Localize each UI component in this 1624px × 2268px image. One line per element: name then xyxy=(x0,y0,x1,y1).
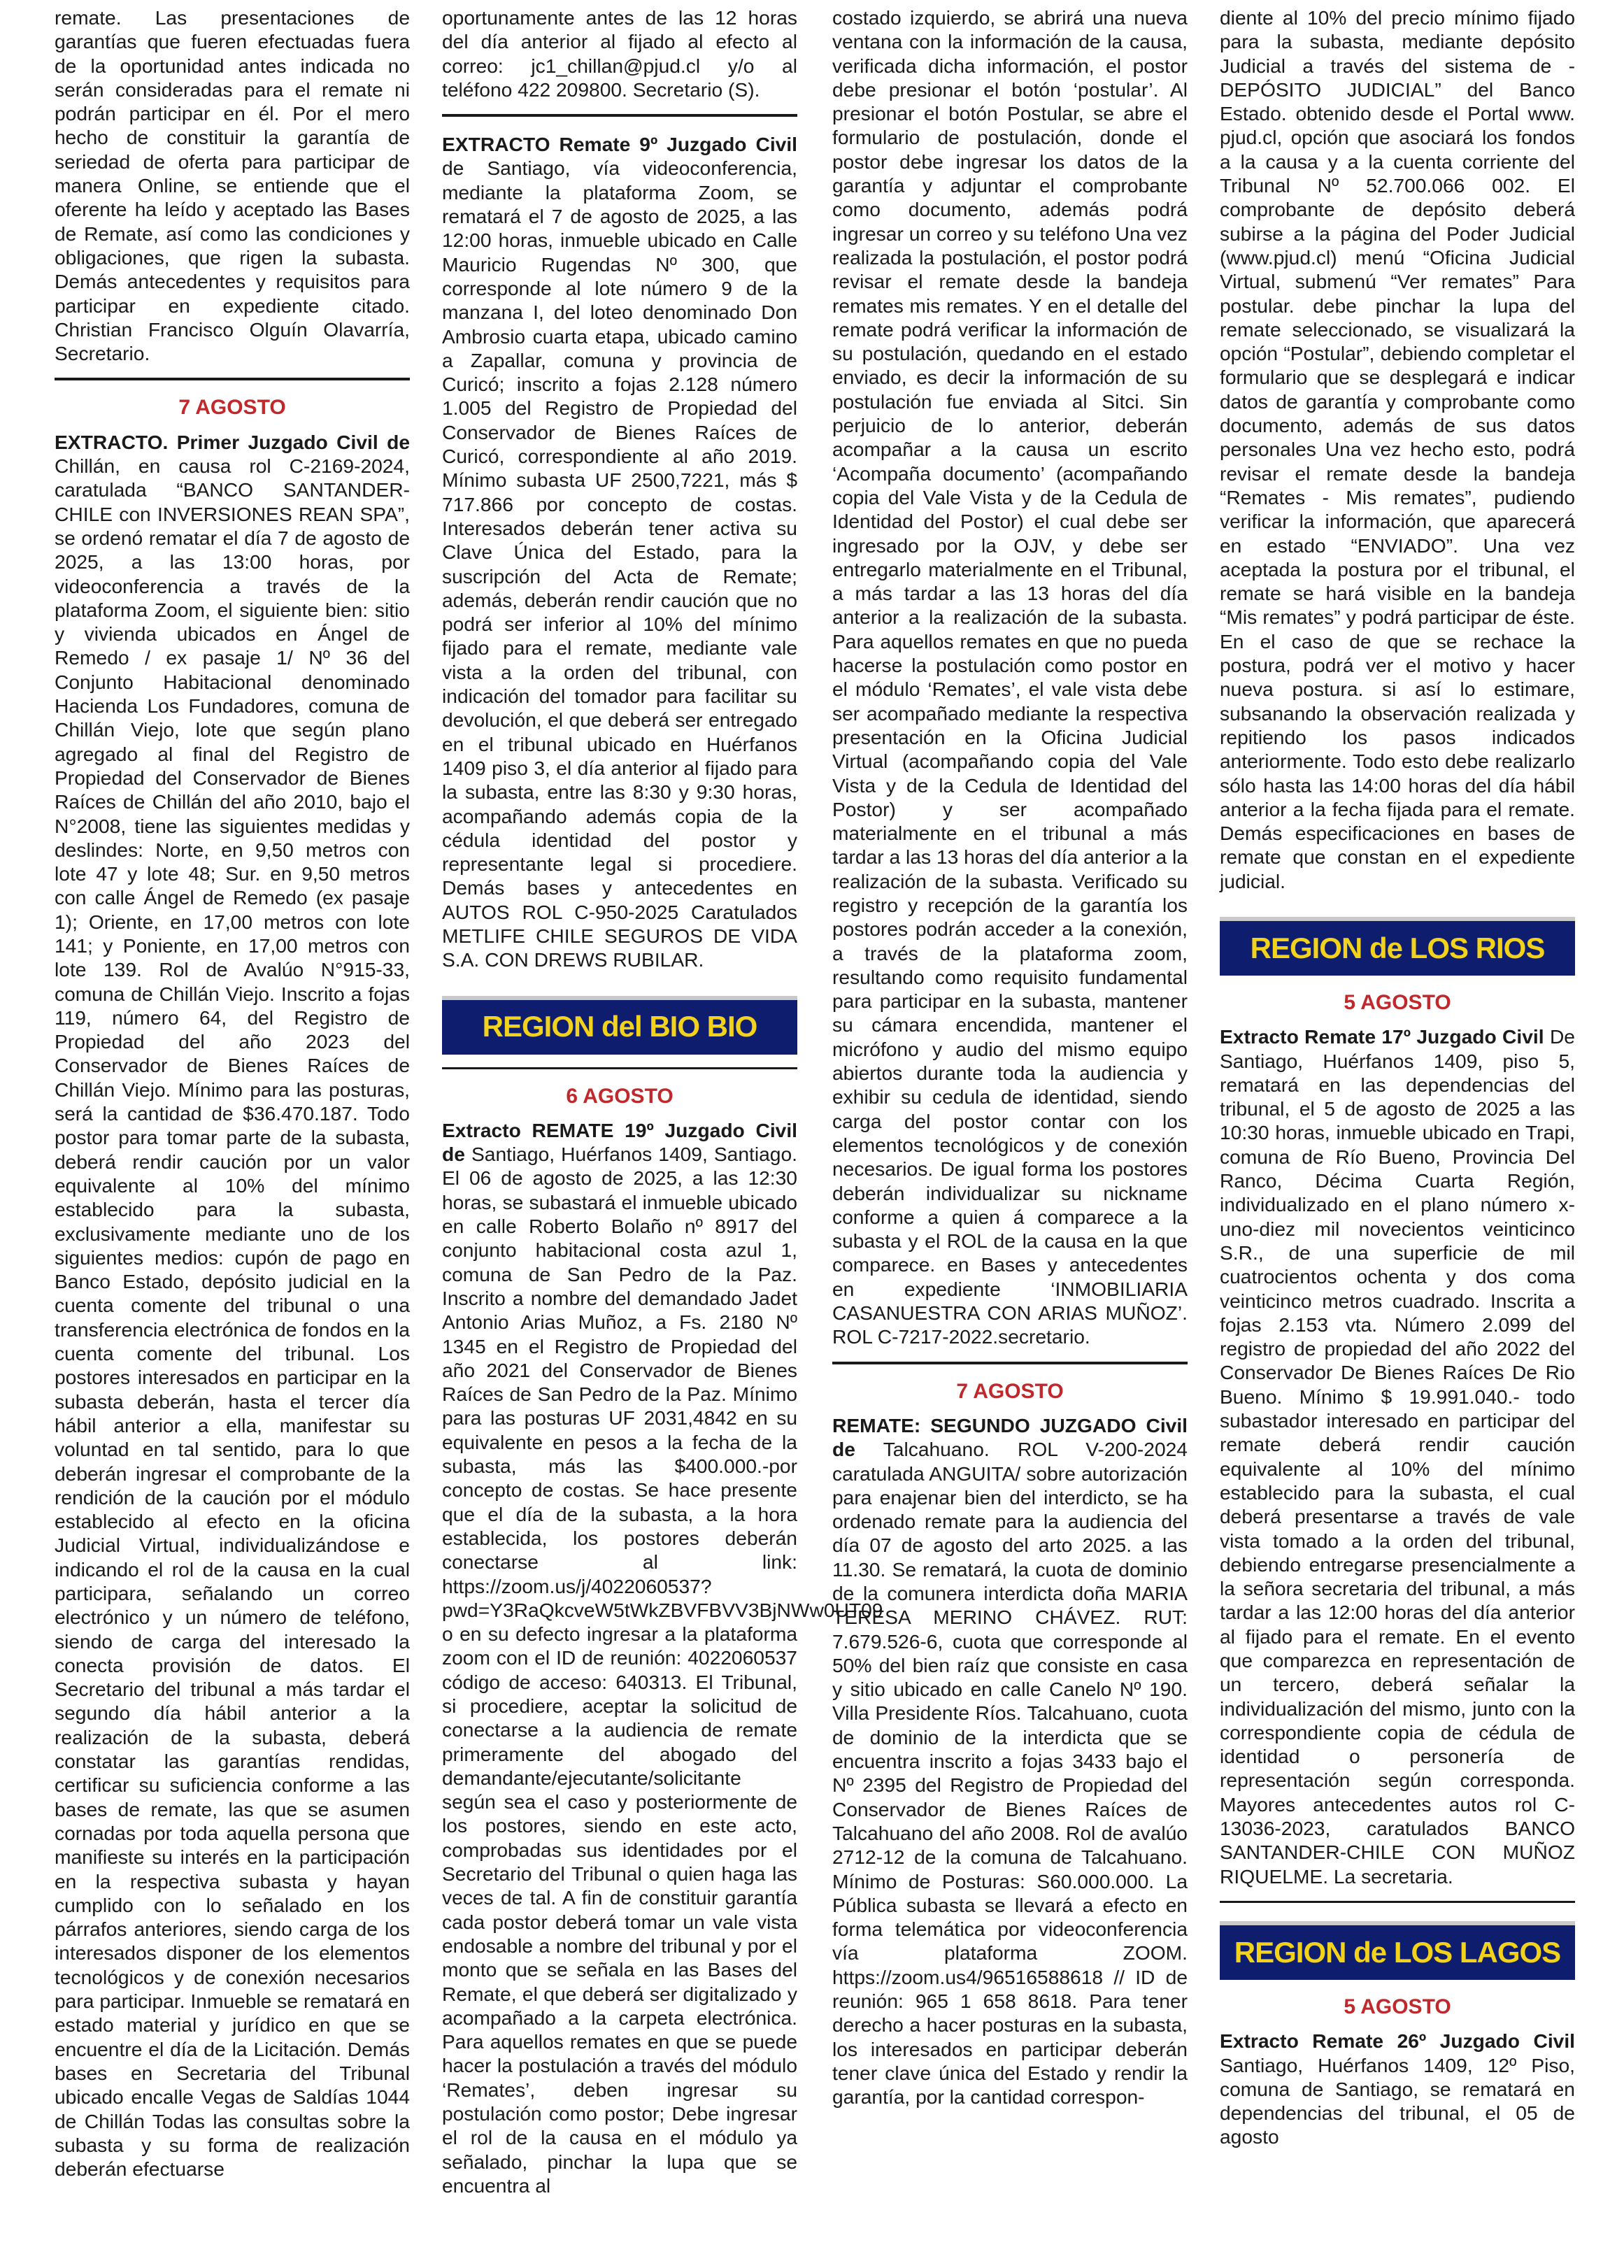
region-banner-los-lagos xyxy=(1220,1921,1575,1980)
divider xyxy=(442,1067,797,1069)
notice-heading: Extracto Remate 17º Juzgado Civil xyxy=(1220,1025,1544,1048)
date-heading: 7 AGOSTO xyxy=(956,1379,1064,1403)
notice-body: De Santiago, Huérfanos 1409, piso 5, rematará en las dependencias del tribunal, el 5 de agosto de 2025 a las 10:30 horas, inmueble ubicado en Trapi, comuna de Río Bueno, Provincia Del Ranco, Décima Cuarta Región, individualizado en el plano número x-uno-diez mil novecientos veinticinco S.R., de una superficie de mil cuatrocientos ochenta y dos coma veinticinco metros cuadrado. Inscrita a fojas 2.153 vta. Número 2.099 del registro de propiedad del año 2022 del Conservador De Bienes Raíces De Rio Bueno. Mínimo $ 19.991.040.- todo subastador interesado en participar del remate deberá rendir caución equivalente al 10% del mínimo establecido para la subasta, el cual deberá presentarse a través de vale vista tomado a la orden del tribunal, debiendo entregarse presencialmente a la señora secretaria del tribunal, a más tardar a las 12:00 horas del día anterior al fijado para el remate. En el evento que comparezca en representación de un tercero, deberá señalar la individualización del mismo, junto con la correspondiente copia de cédula de identidad o personería de representación según corresponda. Mayores antecedentes autos rol C-13036-2023, caratulados BANCO SANTANDER-CHILE CON MUÑOZ RIQUELME. La secretaria. xyxy=(1220,1025,1575,1888)
column-3 xyxy=(832,6,1188,2109)
divider xyxy=(55,378,410,380)
divider xyxy=(832,1362,1188,1364)
date-heading: 7 AGOSTO xyxy=(178,396,286,420)
region-title: REGION de LOS RIOS xyxy=(1250,931,1545,964)
notice-9-juzgado xyxy=(442,132,797,971)
notice-heading: REMATE: SEGUNDO JUZGADO Civil de xyxy=(832,1413,1188,1461)
column-2 xyxy=(442,6,883,2197)
date-heading: 5 AGOSTO xyxy=(1344,990,1451,1014)
column-4 xyxy=(1220,6,1575,2149)
region-title: REGION de LOS LAGOS xyxy=(1234,1935,1561,1969)
notice-continuation: oportunamente antes de las 12 horas del día anterior al fijado al efecto al correo: jc1_chillan@pjud.cl y/o al teléfono 422 209800. Secretario (S). xyxy=(442,6,797,101)
notice-body: Santiago, Huérfanos 1409, Santiago. El 06 de agosto de 2025, a las 12:30 horas, se subastará el inmueble ubicado en calle Roberto Bolaño nº 8917 del conjunto habitacional costa azul 1, comuna de San Pedro de la Paz. Inscrito a nombre del demandado Jadet Antonio Arias Muñoz, a Fs. 2180 Nº 1345 en el Registro de Propiedad del año 2021 del Conservador de Bienes Raíces de San Pedro de la Paz. Mínimo para las posturas UF 2031,4842 en su equivalente en pesos a la fecha de la subasta, más las $400.000.-por concepto de costas. Se hace presente que el día de la subasta, a la hora establecida, los postores deberán conectarse al link: https://zoom.us/j/4022060537?pwd=Y3RaQkcveW5tWkZBVFBVV3BjNWw0UT09 o en su defecto ingresar a la plataforma zoom con el ID de reunión: 4022060537 código de acceso: 640313. El Tribunal, si procediere, aceptar la solicitud de conectarse a la audiencia de remate primeramente del abogado del demandante/ejecutante/solicitante según sea el caso y posteriormente de los postores, siendo en este acto, comprobadas sus identidades por el Secretario del Tribunal o quien haga las veces de tal. A fin de constituir garantía cada postor deberá tomar un vale vista endosable a nombre del tribunal y por el monto que se señala en las Bases del Remate, el que deberá ser digitalizado y acompañado a la carpeta electrónica. Para aquellos remates en que se puede hacer la postulación a través del módulo ‘Remates’, deben ingresar su postulación como postor; Debe ingresar el rol de la causa en el módulo ya señalado, pinchar la lupa que se encuentra al xyxy=(442,1143,883,2197)
notice-continuation: costado izquierdo, se abrirá una nueva ventana con la información de la causa, verificada dicha información, el postor debe presionar el botón ‘postular’. Al presionar el botón Postular, se abre el formulario de postulación, donde el postor debe ingresar los datos de la garantía y adjuntar el comprobante como documento, además podrá ingresar un correo y su teléfono Una vez realizada la postulación, el postor podrá revisar el remate desde la bandeja remates mis remates. Y en el detalle del remate podrá verificar la información de su postulación, quedando en el estado enviado, es decir la información de su postulación fue enviada al Sitci. Sin perjuicio de lo anterior, deberán acompañar a la causa un escrito ‘Acompaña documento’ (acompañando copia del Vale Vista y de la Cedula de Identidad del Postor) el cual debe ser ingresado por la OJV, y debe ser entregarlo materialmente en el Tribunal, a más tardar a las 13 horas del día anterior a la realización de la subasta. Para aquellos remates en que no pueda hacerse la postulación como postor en el módulo ‘Remates’, el vale vista debe ser acompañado mediante la respectiva presentación en la Oficina Judicial Virtual (acompañando copia del Vale Vista y de la Cedula de Identidad del Postor) y ser acompañado materialmente en el tribunal a más tardar a las 13 horas del día anterior a la realización de la subasta. Verificado su registro y recepción de la garantía los postores podrán acceder a la conexión, a través de la plataforma zoom, resultando como requisito fundamental para participar en la subasta, mantener su cámara encendida, mantener el micrófono y audio del mismo equipo abiertos durante toda la audiencia y exhibir su cedula de identidad, siendo carga del postor contar con los elementos tecnológicos y de conexión necesarios. De igual forma los postores deberán individualizar su nickname conforme a quien á comparece a la subasta y el ROL de la causa en la que comparece. en Bases y antecedentes en expediente ‘INMOBILIARIA CASANUESTRA CON ARIAS MUÑOZ’. ROL C-7217-2022.secretario. xyxy=(832,6,1188,1348)
date-heading: 5 AGOSTO xyxy=(1344,1995,1451,2018)
divider xyxy=(442,114,797,117)
notice-continuation: remate. Las presentaciones de garantías que fueren efectuadas fuera de la oportunidad antes indicada no serán consideradas para el remate ni podrán participar en él. Por el mero hecho de constituir la garantía de seriedad de oferta para participar de manera Online, se entiende que el oferente ha leído y aceptado las Bases de Remate, así como las condiciones y obligaciones, que rigen la subasta. Demás antecedentes y requisitos para participar en expediente citado. Christian Francisco Olguín Olavarría, Secretario. xyxy=(55,6,410,365)
notice-chillan xyxy=(55,430,410,2181)
notice-body: Talcahuano. ROL V-200-2024 caratulada ANGUITA/ sobre autorización para enajenar bien del interdicto, se ha ordenado remate para la audiencia del día 07 de agosto del arto 2025. a las 11.30. Se rematará, la cuota de dominio de la comunera interdicta doña MARIA TERESA MERINO CHÁVEZ. RUT: 7.679.526-6, cuota que corresponde al 50% del bien raíz que consiste en casa y sitio ubicado en calle Canelo Nº 190. Villa Presidente Ríos. Talcahuano, cuota de dominio de la interdicta que se encuentra inscrito a fojas 3433 bajo el Nº 2395 del Registro de Propiedad del Conservador de Bienes Raíces de Talcahuano del año 2008. Rol de avalúo 2712-12 de la comuna de Talcahuano. Mínimo de Posturas: S60.000.000. La Pública subasta se llevará a efecto en forma telemática por videoconferencia vía plataforma ZOOM. https://zoom.us4/96516588618 // ID de reunión: 965 1 658 8618. Para tener derecho a hacer posturas en la subasta, los interesados en participar deberán tener clave única del Estado y rendir la garantía, por la cantidad correspon- xyxy=(832,1438,1188,2109)
notice-continuation: diente al 10% del precio mínimo fijado para la subasta, mediante depósito Judicial a través del sistema de -DEPÓSITO JUDICIAL” del Banco Estado. obtenido desde el Portal www. pjud.cl, opción que asociará los fondos a la causa y a la cuenta corriente del Tribunal Nº 52.700.066 002. El comprobante de depósito deberá subirse a la página del Poder Judicial (www.pjud.cl) menú “Oficina Judicial Virtual, submenú “Ver remates” Para postular. debe pinchar la lupa del remate seleccionado, se visualizará la opción “Postular”, debiendo completar el formulario que se desplegará e indicar datos de garantía y comprobante como documento, además de sus datos personales Una vez hecho esto, podrá revisar el remate desde la bandeja “Remates - Mis remates”, pudiendo verificar la información, que aparecerá en estado “ENVIADO”. Una vez aceptada la postura por el tribunal, el remate se hará visible en la bandeja “Mis remates” y podrá participar de éste. En el caso de que se rechace la postura, podrá ver el motivo y hacer nueva postura. si así lo estimare, subsanando la observación realizada y repitiendo los pasos indicados anteriormente. Todo esto debe realizarlo sólo hasta las 14:00 horas del día hábil anterior a la fecha fijada para el remate. Demás especificaciones en bases de remate que constan en el expediente judicial. xyxy=(1220,6,1575,892)
notice-heading: EXTRACTO. Primer Juzgado Civil de xyxy=(55,430,410,453)
divider xyxy=(1220,1901,1575,1903)
notice-26-juzgado xyxy=(1220,2029,1575,2148)
notice-body: de Santiago, vía videoconferencia, mediante la plataforma Zoom, se rematará el 7 de agosto de 2025, a las 12:00 horas, inmueble ubicado en Calle Mauricio Rugendas Nº 300, que corresponde al lote número 9 de la manzana I, del loteo denominado Don Ambrosio cuarta etapa, ubicado camino a Zapallar, comuna y provincia de Curicó; inscrito a fojas 2.128 número 1.005 del Registro de Propiedad del Conservador de Bienes Raíces de Curicó, correspondiente al año 2019. Mínimo subasta UF 2500,7221, más $ 717.866 por concepto de costas. Interesados deberán tener activa su Clave Única del Estado, para la suscripción del Acta de Remate; además, deberán rendir caución que no podrá ser inferior al 10% del mínimo fijado para el remate, mediante vale vista a la orden del tribunal, con indicación del tomador para facilitar su devolución, el que deberá ser entregado en el tribunal ubicado en Huérfanos 1409 piso 3, el día anterior al fijado para la subasta, entre las 8:30 y 9:30 horas, acompañando además copia de la cédula identidad del postor y representante legal si procediere. Demás bases y antecedentes en AUTOS ROL C-950-2025 Caratulados METLIFE CHILE SEGUROS DE VIDA S.A. CON DREWS RUBILAR. xyxy=(442,157,797,971)
notice-17-juzgado xyxy=(1220,1025,1575,1888)
column-1 xyxy=(55,6,410,2181)
region-title: REGION del BIO BIO xyxy=(482,1010,757,1043)
notice-body: Chillán, en causa rol C-2169-2024, caratulada “BANCO SANTANDER- CHILE con INVERSIONES REAN SPA”, se ordenó rematar el día 7 de agosto de 2025, a las 13:00 horas, por videoconferencia a través de la plataforma Zoom, el siguiente bien: sitio y vivienda ubicados en Ángel de Remedo / ex pasaje 1/ Nº 36 del Conjunto Habitacional denominado Hacienda Los Fundadores, comuna de Chillán Viejo, lote que según plano agregado al final del Registro de Propiedad del Conservador de Bienes Raíces de Chillán del año 2010, bajo el N°2008, tiene las siguientes medidas y deslindes: Norte, en 9,50 metros con lote 47 y lote 48; Sur. en 9,50 metros con calle Ángel de Remedo (ex pasaje 1); Oriente, en 17,00 metros con lote 141; y Poniente, en 17,00 metros con lote 139. Rol de Avalúo N°915-33, comuna de Chillán Viejo. Inscrito a fojas 119, número 64, del Registro de Propiedad del año 2023 del Conservador de Bienes Raíces de Chillán Viejo. Mínimo para las posturas, será la cantidad de $36.470.187. Todo postor para tomar parte de la subasta, deberá rendir caución por un valor equivalente al 10% del mínimo establecido para la subasta, exclusivamente mediante uno de los siguientes medios: cupón de pago en Banco Estado, depósito judicial en la cuenta comente del tribunal o una transferencia electrónica de fondos en la cuenta comente del tribunal. Los postores interesados en participar en la subasta deberán, hasta el tercer día hábil anterior a ella, manifestar su voluntad en tal sentido, para lo que deberán ingresar el comprobante de la rendición de la caución por el módulo establecido al efecto en la oficina Judicial Virtual, individualizándose e indicando el rol de la causa en la cual participara, señalando un correo electrónico y un número de teléfono, siendo de carga del interesado la conecta provisión de datos. El Secretario del tribunal a más tardar el segundo día hábil anterior a la realización de la subasta, deberá constatar las garantías rendidas, certificar su suficiencia conforme a las bases de remate, las que se asumen cornadas por toda aquella persona que manifieste su interés en la participación en la respectiva subasta y hayan cumplido con lo señalado en los párrafos anteriores, siendo carga de los interesados disponer de los elementos tecnológicos y de conexión necesarios para participar. Inmueble se rematará en estado material y jurídico en que se encuentre el día de la Licitación. Demás bases en Secretaria del Tribunal ubicado encalle Vegas de Saldías 1044 de Chillán Todas las consultas sobre la subasta y su forma de realización deberán efectuarse xyxy=(55,455,410,2181)
notice-talcahuano xyxy=(832,1413,1188,2109)
notice-heading: Extracto Remate 26º Juzgado Civil xyxy=(1220,2030,1575,2053)
region-banner-los-rios xyxy=(1220,917,1575,976)
region-banner-bio-bio xyxy=(442,996,797,1055)
notice-19-juzgado xyxy=(442,1118,883,2197)
notice-body: Santiago, Huérfanos 1409, 12º Piso, comuna de Santiago, se rematará en dependencias del tribunal, el 05 de agosto xyxy=(1220,2053,1575,2148)
date-heading: 6 AGOSTO xyxy=(566,1084,674,1108)
notice-heading: Extracto REMATE 19º Juzgado Civil de xyxy=(442,1118,797,1166)
notice-heading: EXTRACTO Remate 9º Juzgado Civil xyxy=(442,133,797,156)
